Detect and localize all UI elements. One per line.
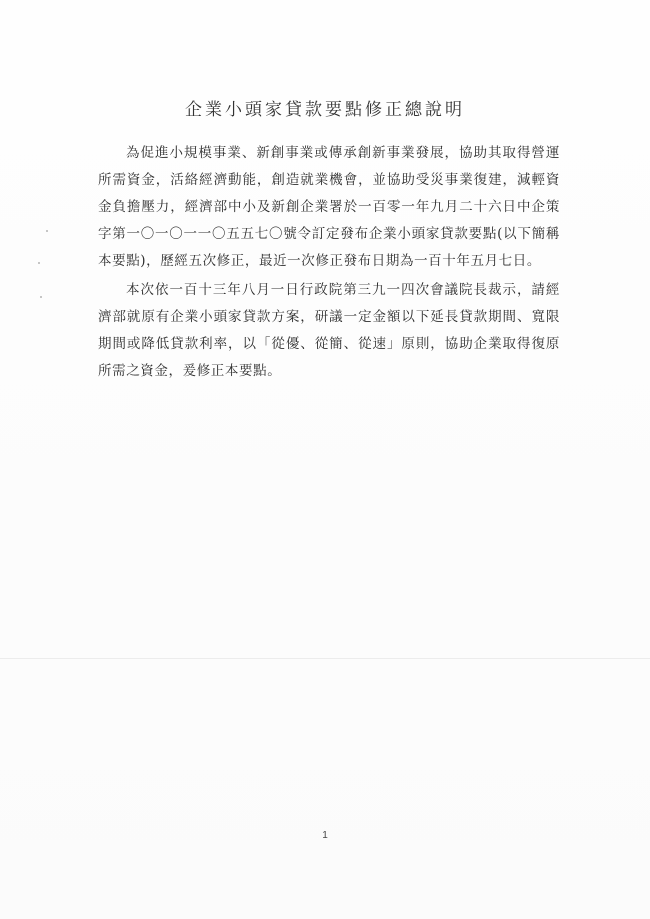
paragraph-background: 為促進小規模事業、新創事業或傳承創新事業發展，協助其取得營運所需資金，活絡經濟動能，創造就業機會，並協助受災事業復建，減輕資金負擔壓力，經濟部中小及新創企業署於一百零一年九月二十六日中企策字第一〇一〇一一〇五五七〇號令訂定發布企業小頭家貸款要點(以下簡稱本要點)，歷經五次修正，最近一次修正發布日期為一百十年五月七日。 (98, 145, 560, 269)
paragraph-amendment-reason: 本次依一百十三年八月一日行政院第三九一四次會議院長裁示，請經濟部就原有企業小頭家貸款方案，研議一定金額以下延長貸款期間、寬限期間或降低貸款利率，以「從優、從簡、從速」原則，協助企業取得復原所需之資金，爰修正本要點。 (98, 282, 560, 379)
scan-speck (38, 262, 40, 264)
scan-speck (40, 296, 42, 298)
document-body (98, 140, 560, 387)
scan-fold-line (0, 658, 650, 659)
page-number: 1 (322, 830, 328, 841)
scan-speck (46, 230, 48, 232)
document-title: 企業小頭家貸款要點修正總說明 (185, 100, 465, 120)
